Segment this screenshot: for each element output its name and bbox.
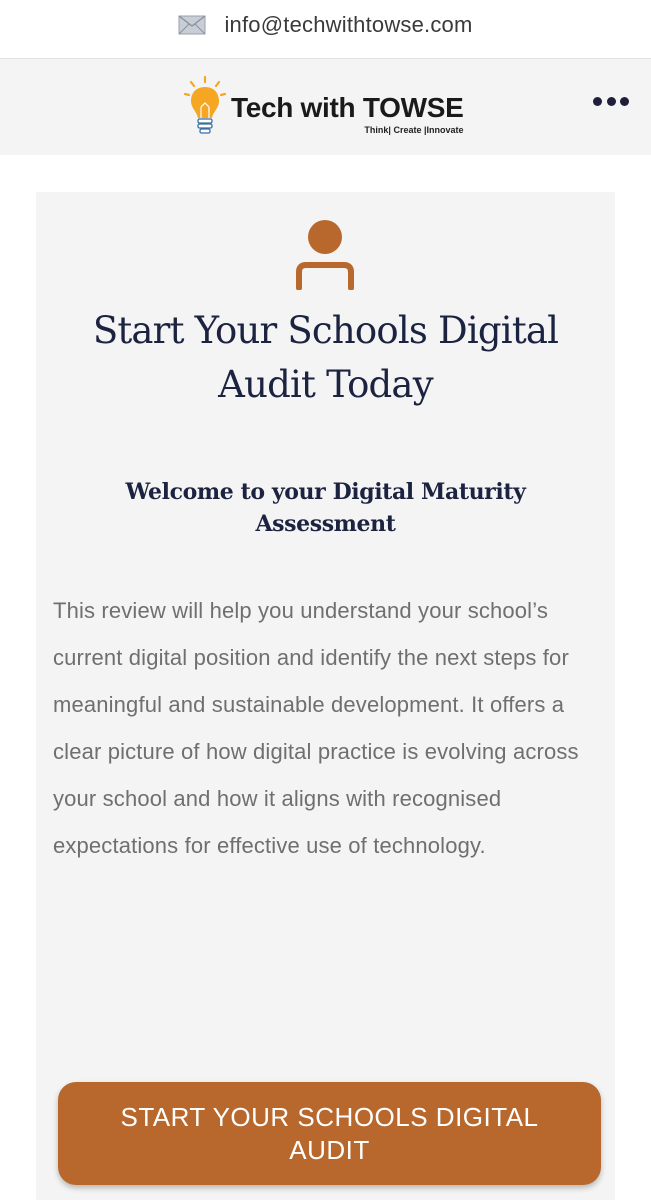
logo-text [231, 93, 463, 135]
site-header [0, 59, 651, 155]
brand-tagline: Think| Create |Innovate [364, 125, 464, 135]
lightbulb-icon [183, 75, 227, 139]
brand-name: Tech with TOWSE [231, 92, 464, 123]
assessment-description: This review will help you understand your school’s current digital position and identify the next steps for meaningful and sustainable development. It offers a clear picture of how digital practice is evolving across your school and how it aligns with recognised expectations for effective use of technology. [53, 598, 579, 858]
more-dots-icon [620, 97, 629, 106]
mail-icon [178, 15, 206, 35]
more-dots-icon [607, 97, 616, 106]
start-audit-label: START YOUR SCHOOLS DIGITAL AUDIT [120, 1101, 539, 1165]
person-icon [292, 220, 358, 290]
more-menu-button[interactable] [593, 91, 629, 111]
site-logo[interactable] [183, 77, 463, 139]
audit-card [36, 192, 615, 1200]
page-title: Start Your Schools Digital Audit Today [92, 309, 559, 406]
more-dots-icon [593, 97, 602, 106]
start-audit-button[interactable] [58, 1082, 601, 1185]
contact-email-link[interactable] [178, 12, 472, 38]
contact-email: info@techwithtowse.com [224, 12, 473, 37]
contact-bar [0, 0, 651, 59]
assessment-subtitle: Welcome to your Digital Maturity Assessment [125, 479, 526, 537]
